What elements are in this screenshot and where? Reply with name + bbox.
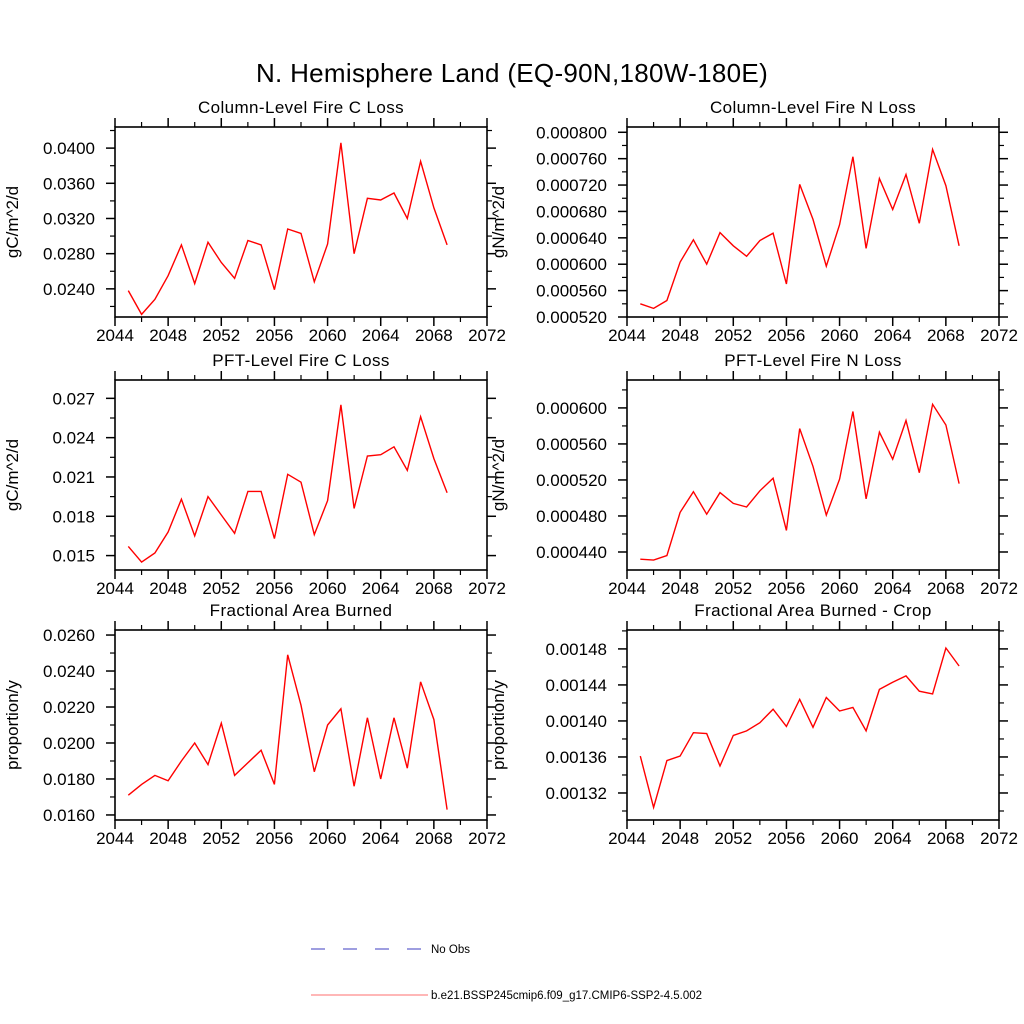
y-tick-label: 0.000560 (536, 281, 607, 301)
y-tick-label: 0.000520 (536, 470, 607, 490)
x-tick-label: 2064 (361, 829, 400, 848)
y-tick-label: 0.0180 (43, 769, 95, 789)
y-tick-label: 0.000600 (536, 398, 607, 418)
x-tick-label: 2048 (149, 579, 188, 598)
chart-title: PFT-Level Fire N Loss (724, 351, 902, 370)
y-tick-label: 0.000440 (536, 542, 607, 562)
y-tick-label: 0.000520 (536, 308, 607, 327)
y-tick-label: 0.0280 (43, 244, 95, 264)
y-tick-label: 0.000560 (536, 434, 607, 454)
y-axis-label: proportion/y (489, 680, 508, 770)
x-tick-label: 2044 (96, 326, 134, 345)
y-tick-label: 0.000720 (536, 176, 607, 196)
chart-title: PFT-Level Fire C Loss (212, 351, 390, 370)
x-tick-label: 2056 (255, 829, 294, 848)
x-tick-label: 2072 (468, 829, 506, 848)
x-tick-label: 2060 (308, 829, 347, 848)
y-tick-label: 0.0360 (43, 174, 95, 194)
x-tick-label: 2072 (468, 326, 506, 345)
chart-fractional-area-burned-crop (489, 598, 1024, 858)
no-obs-label: No Obs (431, 944, 470, 956)
x-tick-label: 2056 (767, 829, 806, 848)
y-tick-label: 0.000680 (536, 202, 607, 222)
x-tick-label: 2060 (820, 326, 859, 345)
x-tick-label: 2044 (608, 829, 646, 848)
y-tick-label: 0.0160 (43, 805, 95, 825)
y-tick-label: 0.024 (52, 428, 95, 448)
model-run-label: b.e21.BSSP245cmip6.f09_g17.CMIP6-SSP2-4.5.002 (431, 990, 703, 1002)
chart-fractional-area-burned (0, 598, 512, 858)
x-tick-label: 2064 (873, 579, 912, 598)
plot-frame (115, 630, 487, 820)
x-tick-label: 2072 (980, 326, 1018, 345)
x-tick-label: 2072 (468, 579, 506, 598)
model-run-line-swatch (311, 993, 428, 997)
y-tick-label: 0.000480 (536, 506, 607, 526)
chart-title: Column-Level Fire N Loss (709, 98, 917, 117)
y-tick-label: 0.00136 (545, 747, 607, 767)
x-tick-label: 2052 (202, 326, 241, 345)
data-line (128, 655, 447, 810)
y-axis-label: proportion/y (3, 680, 22, 770)
y-axis-label: gN/m^2/d (489, 438, 508, 512)
y-tick-label: 0.0220 (43, 698, 95, 718)
x-tick-label: 2044 (608, 579, 646, 598)
chart-column-fire-c-loss (0, 95, 512, 355)
chart-pft-fire-c-loss (0, 348, 512, 608)
x-tick-label: 2068 (926, 829, 965, 848)
x-tick-label: 2064 (361, 326, 400, 345)
y-tick-label: 0.000800 (536, 123, 607, 143)
x-tick-label: 2064 (361, 579, 400, 598)
y-tick-label: 0.021 (52, 467, 95, 487)
x-tick-label: 2056 (255, 579, 294, 598)
data-line (640, 648, 959, 807)
data-line (640, 149, 959, 308)
y-tick-label: 0.00144 (545, 675, 607, 695)
x-tick-label: 2064 (873, 829, 912, 848)
y-tick-label: 0.000640 (536, 228, 607, 248)
x-tick-label: 2060 (820, 579, 859, 598)
data-line (640, 404, 959, 560)
chart-pft-fire-n-loss (489, 348, 1024, 608)
x-tick-label: 2044 (96, 579, 134, 598)
x-tick-label: 2052 (714, 579, 753, 598)
y-tick-label: 0.018 (52, 507, 95, 527)
x-tick-label: 2056 (767, 579, 806, 598)
x-tick-label: 2048 (149, 326, 188, 345)
x-tick-label: 2048 (661, 579, 700, 598)
y-tick-label: 0.015 (52, 546, 95, 566)
y-tick-label: 0.0400 (43, 139, 95, 159)
y-tick-label: 0.027 (52, 389, 95, 409)
chart-column-fire-n-loss (489, 95, 1024, 355)
chart-title: Fractional Area Burned (209, 601, 393, 620)
x-tick-label: 2072 (980, 829, 1018, 848)
x-tick-label: 2052 (202, 829, 241, 848)
plot-frame (115, 127, 487, 317)
x-tick-label: 2060 (308, 579, 347, 598)
y-axis-label: gC/m^2/d (3, 185, 22, 259)
plot-frame (627, 380, 999, 570)
y-tick-label: 0.0240 (43, 279, 95, 299)
y-axis-label: gC/m^2/d (3, 438, 22, 512)
chart-title: Fractional Area Burned - Crop (694, 601, 932, 620)
x-tick-label: 2056 (767, 326, 806, 345)
y-tick-label: 0.00140 (545, 711, 607, 731)
x-tick-label: 2072 (980, 579, 1018, 598)
x-tick-label: 2068 (414, 829, 453, 848)
no-obs-line-swatch (311, 947, 421, 951)
chart-title: Column-Level Fire C Loss (197, 98, 405, 117)
x-tick-label: 2068 (414, 579, 453, 598)
y-tick-label: 0.00132 (545, 783, 607, 803)
x-tick-label: 2052 (714, 829, 753, 848)
plot-frame (115, 380, 487, 570)
x-tick-label: 2060 (308, 326, 347, 345)
data-line (128, 405, 447, 562)
y-tick-label: 0.0200 (43, 733, 95, 753)
y-axis-label: gN/m^2/d (489, 185, 508, 259)
page-title: N. Hemisphere Land (EQ-90N,180W-180E) (255, 58, 769, 88)
data-line (128, 143, 447, 315)
x-tick-label: 2048 (149, 829, 188, 848)
x-tick-label: 2052 (202, 579, 241, 598)
x-tick-label: 2064 (873, 326, 912, 345)
x-tick-label: 2060 (820, 829, 859, 848)
x-tick-label: 2044 (608, 326, 646, 345)
x-tick-label: 2052 (714, 326, 753, 345)
x-tick-label: 2068 (414, 326, 453, 345)
y-tick-label: 0.0320 (43, 209, 95, 229)
plot-frame (627, 127, 999, 317)
y-tick-label: 0.000760 (536, 149, 607, 169)
y-tick-label: 0.0260 (43, 626, 95, 646)
x-tick-label: 2048 (661, 326, 700, 345)
x-tick-label: 2044 (96, 829, 134, 848)
y-tick-label: 0.0240 (43, 662, 95, 682)
y-tick-label: 0.000600 (536, 255, 607, 275)
x-tick-label: 2068 (926, 326, 965, 345)
x-tick-label: 2048 (661, 829, 700, 848)
x-tick-label: 2056 (255, 326, 294, 345)
x-tick-label: 2068 (926, 579, 965, 598)
y-tick-label: 0.00148 (545, 639, 607, 659)
